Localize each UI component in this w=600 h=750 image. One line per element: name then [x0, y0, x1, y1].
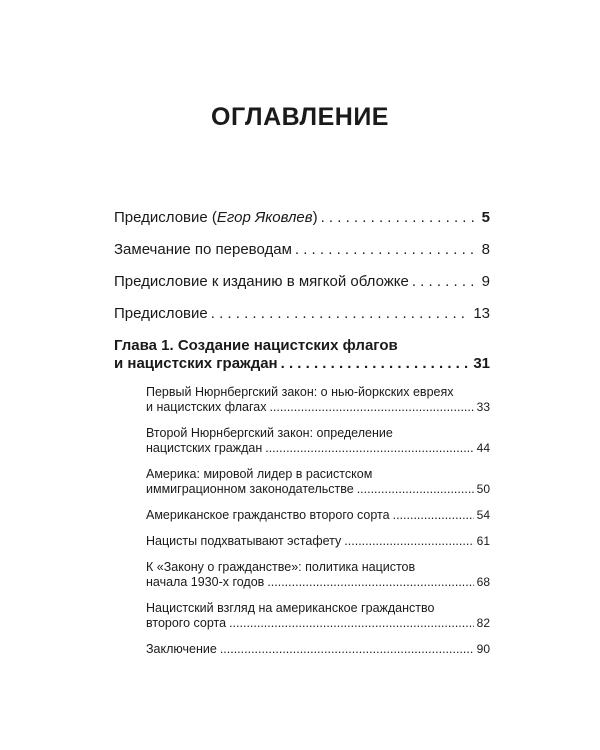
subsection-page: 33: [476, 400, 490, 414]
subsection-title: Заключение: [146, 642, 217, 656]
subsection-page: 44: [476, 441, 490, 455]
subsection-page: 68: [476, 575, 490, 589]
dot-leader: [321, 209, 479, 227]
dot-leader: [220, 642, 474, 657]
subsection-page: 90: [476, 642, 490, 656]
dot-leader: [393, 508, 474, 523]
toc-entry-page: 8: [481, 241, 490, 258]
dot-leader: [229, 616, 474, 631]
dot-leader: [269, 400, 473, 415]
toc-subsection[interactable]: [146, 642, 490, 657]
toc-subsection[interactable]: [146, 385, 490, 415]
subsection-title-line1: Нацистский взгляд на американское гражданство: [146, 601, 435, 615]
subsection-title-line2: второго сорта: [146, 616, 227, 630]
subsection-title: Американское гражданство второго сорта: [146, 508, 390, 522]
dot-leader: [344, 534, 473, 549]
toc-subsection[interactable]: [146, 534, 490, 549]
toc-entry-preface-yakovlev[interactable]: [114, 209, 490, 227]
dot-leader: [412, 273, 479, 291]
toc-chapter-1[interactable]: [114, 337, 490, 373]
dot-leader: [295, 241, 479, 259]
toc-subsection[interactable]: [146, 601, 490, 631]
subsection-page: 82: [476, 616, 490, 630]
toc-subsection[interactable]: [146, 467, 490, 497]
toc-entry-paperback-preface[interactable]: [114, 273, 490, 291]
chapter-title-line1: Глава 1. Создание нацистских флагов: [114, 337, 398, 354]
toc-subsection[interactable]: [146, 426, 490, 456]
subsection-page: 50: [476, 482, 490, 496]
toc-entry-page: 5: [481, 209, 490, 226]
toc-entry-page: 13: [473, 305, 490, 322]
toc-subsection[interactable]: [146, 560, 490, 590]
dot-leader: [281, 355, 471, 373]
subsection-title: Нацисты подхватывают эстафету: [146, 534, 342, 548]
dot-leader: [357, 482, 474, 497]
subsection-title-line2: нацистских граждан: [146, 441, 263, 455]
toc-entry-label: Замечание по переводам: [114, 241, 292, 258]
toc-entry-translation-note[interactable]: [114, 241, 490, 259]
chapter-page: 31: [473, 355, 490, 372]
dot-leader: [267, 575, 473, 590]
subsection-title-line2: и нацистских флагах: [146, 400, 267, 414]
dot-leader: [265, 441, 473, 456]
table-of-contents: [114, 209, 490, 668]
toc-entry-label: Предисловие: [114, 305, 208, 322]
subsection-title-line2: иммиграционном законодательстве: [146, 482, 354, 496]
dot-leader: [211, 305, 471, 323]
subsection-title-line1: Второй Нюрнбергский закон: определение: [146, 426, 393, 440]
subsection-title-line1: К «Закону о гражданстве»: политика нацистов: [146, 560, 416, 574]
toc-entry-label: Предисловие (Егор Яковлев): [114, 209, 318, 226]
toc-subsection[interactable]: [146, 508, 490, 523]
page-title: ОГЛАВЛЕНИЕ: [211, 103, 389, 131]
toc-entry-page: 9: [481, 273, 490, 290]
subsection-title-line2: начала 1930-х годов: [146, 575, 265, 589]
subsection-title-line1: Первый Нюрнбергский закон: о нью-йоркских евреях: [146, 385, 454, 399]
toc-entry-preface[interactable]: [114, 305, 490, 323]
toc-entry-label: Предисловие к изданию в мягкой обложке: [114, 273, 409, 290]
chapter-title-line2: и нацистских граждан: [114, 355, 278, 372]
subsection-title-line1: Америка: мировой лидер в расистском: [146, 467, 373, 481]
subsection-page: 61: [476, 534, 490, 548]
subsection-page: 54: [476, 508, 490, 522]
